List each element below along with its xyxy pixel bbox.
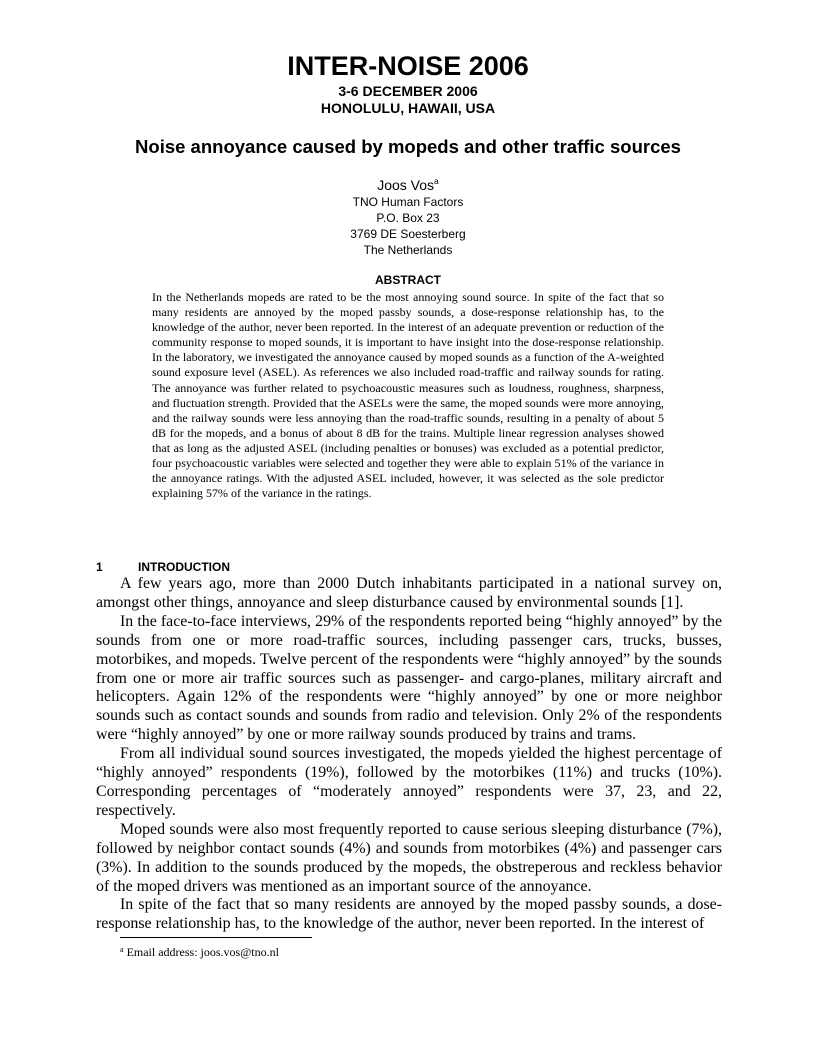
section-number: 1 (96, 560, 103, 574)
abstract-text: In the Netherlands mopeds are rated to be the most annoying sound source. In spite of the fact that so many residents are annoyed by the moped passby sounds, a dose-response relationship has, to the knowledge of the author, never been reported. In the interest of an adequate prevention or reduction of the community response to moped sounds, it is important to have insight into the dose-response relationship. In the laboratory, we investigated the annoyance caused by moped sounds as a function of the A-weighted sound exposure level (ASEL). As references we also included road-traffic and railway sounds for rating. The annoyance was further related to psychoacoustic measures such as loudness, roughness, sharpness, and fluctuation strength. Provided that the ASELs were the same, the moped sounds were more annoying, and the railway sounds were less annoying than the road-traffic sounds, resulting in a penalty of about 5 dB for the mopeds, and a bonus of about 8 dB for the trains. Multiple linear regression analyses showed that as long as the adjusted ASEL (including penalties or bonuses) was excluded as a potential predictor, four psychoacoustic variables were selected and together they were able to explain 51% of the variance in the annoyance ratings. With the adjusted ASEL included, however, it was selected as the sole predictor explaining 57% of the variance in the ratings. (152, 290, 664, 501)
footnote-divider (120, 937, 312, 938)
footnote-email: Email address: joos.vos@tno.nl (126, 945, 279, 959)
footnote-marker: a (120, 945, 124, 954)
conference-location: HONOLULU, HAWAII, USA (320, 100, 496, 116)
affiliation-line: TNO Human Factors (352, 195, 464, 209)
conference-title: INTER-NOISE 2006 (287, 51, 529, 81)
paper-title: Noise annoyance caused by mopeds and other traffic sources (135, 136, 681, 157)
paragraph: In the face-to-face interviews, 29% of the respondents reported being “highly annoyed” by the sounds from one or more road-traffic sources, including passenger cars, trucks, busses, motorbikes, and mopeds. Twelve percent of the respondents were “highly annoyed” by the sounds from one or more air traffic sources such as passenger- and cargo-planes, military aircraft and helicopters. Again 12% of the respondents were “highly annoyed” by one or more neighbor sounds such as contact sounds and sounds from radio and television. Only 2% of the respondents were “highly annoyed” by one or more railway sounds produced by trains and trams. (96, 612, 722, 744)
author-footnote-marker: a (434, 176, 439, 186)
footnote (120, 945, 279, 960)
paragraph: A few years ago, more than 2000 Dutch inhabitants participated in a national survey on, amongst other things, annoyance and sleep disturbance caused by environmental sounds [1]. (96, 575, 722, 611)
affiliation-line: The Netherlands (363, 243, 453, 257)
affiliation (0, 194, 816, 258)
introduction-body (96, 575, 722, 934)
section-title: INTRODUCTION (138, 560, 230, 574)
conference-dates: 3-6 DECEMBER 2006 (338, 83, 478, 99)
author-name: Joos Vos (377, 177, 435, 193)
affiliation-line: P.O. Box 23 (376, 211, 440, 225)
section-heading (96, 560, 230, 575)
paragraph: In spite of the fact that so many residents are annoyed by the moped passby sounds, a dose-response relationship has, to the knowledge of the author, never been reported. In the interest of (96, 896, 722, 933)
abstract-heading: ABSTRACT (375, 273, 441, 287)
affiliation-line: 3769 DE Soesterberg (350, 227, 466, 241)
paragraph: From all individual sound sources investigated, the mopeds yielded the highest percentage of “highly annoyed” respondents (19%), followed by the motorbikes (11%) and trucks (10%). Corresponding percentages of “moderately annoyed” respondents were 37, 23, and 22, respectively. (96, 745, 722, 819)
paragraph: Moped sounds were also most frequently reported to cause serious sleeping disturbance (7%), followed by neighbor contact sounds (4%) and sounds from motorbikes (4%) and passenger cars (3%). In addition to the sounds produced by the mopeds, the obstreperous and reckless behavior of the moped drivers was mentioned as an important source of the annoyance. (96, 820, 722, 895)
author (0, 177, 816, 194)
